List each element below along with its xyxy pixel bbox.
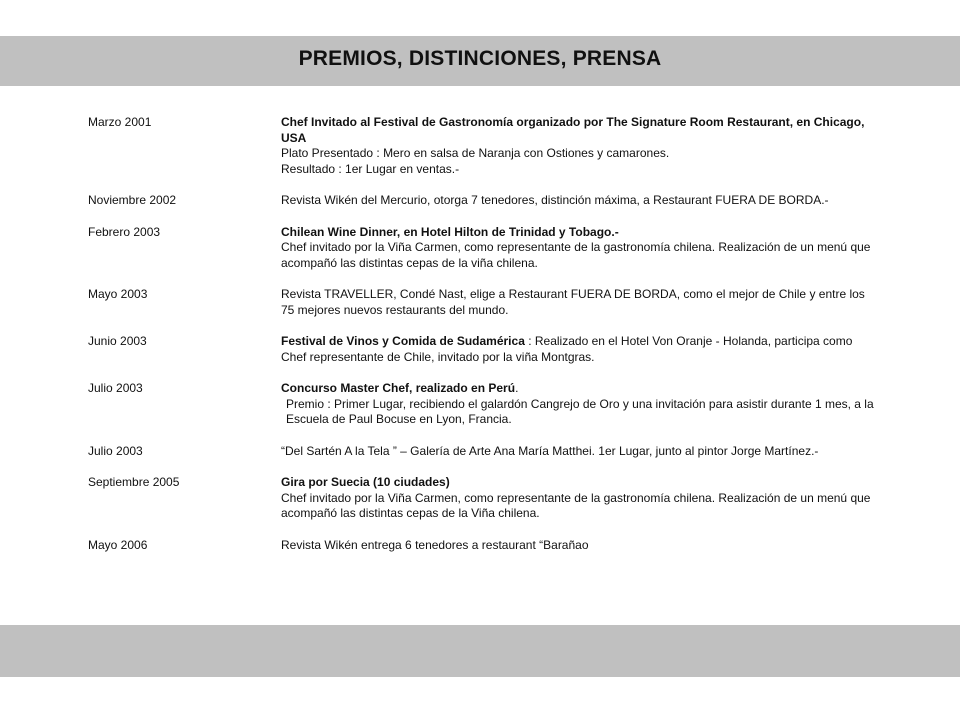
entry-heading: Concurso Master Chef, realizado en Perú bbox=[281, 381, 516, 395]
page-title: PREMIOS, DISTINCIONES, PRENSA bbox=[298, 47, 662, 70]
list-item bbox=[88, 538, 888, 554]
entry-date: Febrero 2003 bbox=[88, 224, 161, 239]
entry-detail: Revista Wikén entrega 6 tenedores a restaurant “Barañao bbox=[281, 537, 589, 552]
footer-band bbox=[0, 625, 960, 677]
entry-description bbox=[281, 193, 881, 209]
list-item bbox=[88, 334, 888, 365]
entry-heading: Chef Invitado al Festival de Gastronomía organizado por The Signature Room Restaurant, en Chicago, USA bbox=[281, 115, 865, 145]
entry-detail: Revista TRAVELLER, Condé Nast, elige a Restaurant FUERA DE BORDA, como el mejor de Chile y entre los 75 mejores nuevos restaurants del mundo. bbox=[281, 287, 865, 317]
entry-description bbox=[281, 475, 881, 522]
entry-date: Junio 2003 bbox=[88, 334, 147, 348]
list-item bbox=[88, 193, 888, 209]
entry-detail: Chef invitado por la Viña Carmen, como representante de la gastronomía chilena. Realización de un menú que acompañó las distintas cepas de la Viña chilena. bbox=[281, 490, 871, 520]
entry-description bbox=[281, 444, 881, 460]
entry-detail-text: : Realizado en el Hotel Von Oranje - Holanda, participa como Chef representante de Chile, invitado por la viña Montgras. bbox=[281, 334, 853, 364]
entry-heading: Gira por Suecia (10 ciudades) bbox=[281, 475, 450, 489]
entry-detail: Premio : Primer Lugar, recibiendo el galardón Cangrejo de Oro y una invitación para asistir durante 1 mes, a la Escuela de Paul Bocuse en Lyon, Francia. bbox=[286, 396, 874, 426]
entry-description bbox=[281, 287, 881, 318]
entry-detail-text: . bbox=[515, 381, 519, 395]
list-item bbox=[88, 444, 888, 460]
entry-detail: “Del Sartén A la Tela ” – Galería de Arte Ana María Matthei. 1er Lugar, junto al pintor Jorge Martínez.- bbox=[281, 443, 819, 458]
list-item bbox=[88, 115, 888, 177]
entry-date: Marzo 2001 bbox=[88, 115, 152, 129]
entry-date: Noviembre 2002 bbox=[88, 193, 177, 207]
entry-heading: Festival de Vinos y Comida de Sudamérica bbox=[281, 334, 525, 348]
entry-description bbox=[281, 225, 881, 272]
entry-description bbox=[281, 538, 881, 554]
entry-detail bbox=[281, 381, 881, 397]
entry-detail: Revista Wikén del Mercurio, otorga 7 tenedores, distinción máxima, a Restaurant FUERA DE BORDA.- bbox=[281, 193, 829, 207]
awards-list bbox=[88, 115, 888, 569]
entry-description bbox=[281, 334, 881, 365]
entry-description bbox=[281, 115, 881, 177]
list-item bbox=[88, 475, 888, 522]
list-item bbox=[88, 225, 888, 272]
entry-date: Septiembre 2005 bbox=[88, 475, 180, 489]
entry-detail: Chef invitado por la Viña Carmen, como representante de la gastronomía chilena. Realización de un menú que acompañó las distintas cepas de la viña chilena. bbox=[281, 240, 871, 270]
entry-date: Mayo 2006 bbox=[88, 537, 148, 552]
list-item bbox=[88, 287, 888, 318]
entry-detail: Plato Presentado : Mero en salsa de Naranja con Ostiones y camarones. bbox=[281, 146, 670, 160]
entry-heading: Chilean Wine Dinner, en Hotel Hilton de Trinidad y Tobago.- bbox=[281, 224, 619, 239]
list-item bbox=[88, 381, 888, 428]
entry-description bbox=[281, 381, 881, 428]
entry-detail: Resultado : 1er Lugar en ventas.- bbox=[281, 161, 460, 176]
entry-date: Mayo 2003 bbox=[88, 287, 148, 301]
entry-detail bbox=[281, 334, 881, 365]
entry-date: Julio 2003 bbox=[88, 443, 143, 458]
entry-date: Julio 2003 bbox=[88, 381, 143, 395]
